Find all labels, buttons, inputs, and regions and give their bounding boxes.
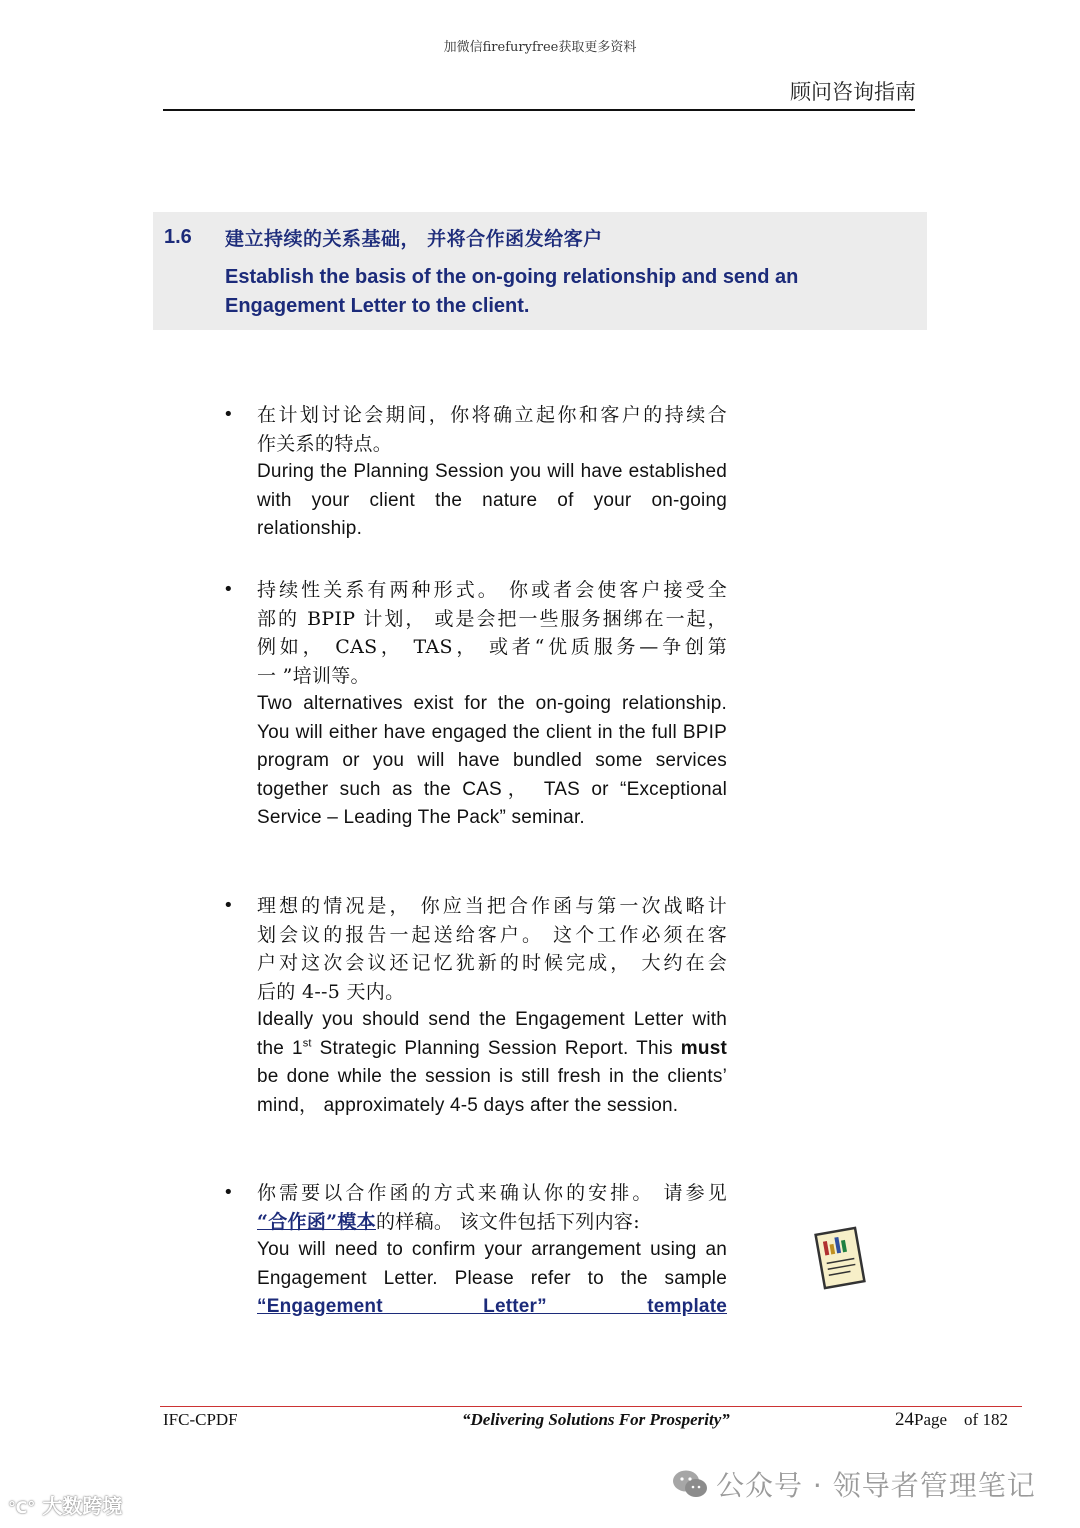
section-number: 1.6 bbox=[164, 226, 192, 248]
section-title-cn: 建立持续的关系基础， 并将合作函发给客户 bbox=[225, 228, 603, 250]
watermark-bottom-left bbox=[8, 1490, 122, 1519]
header-divider bbox=[163, 109, 915, 111]
bullet-3-en: Ideally you should send the Engagement Letter with the 1st Strategic Planning Session Report. This must be done while the session is still fresh in the clients’ mind， approximately 4-5 days after the session. bbox=[257, 1009, 727, 1116]
bullet-3-cn-line: 户对这次会议还记忆犹新的时候完成， 大约在会 bbox=[257, 952, 727, 974]
bullet-2-cn-line: 一 ”培训等。 bbox=[257, 664, 370, 687]
bullet-2-cn-line: 持续性关系有两种形式。 你或者会使客户接受全 bbox=[257, 579, 727, 601]
bullet-1-en: During the Planning Session you will have established with your client the nature of your on-going relationship. bbox=[257, 461, 727, 539]
header-title: 顾问咨询指南 bbox=[790, 80, 916, 104]
footer-page-info bbox=[895, 1409, 1008, 1431]
bullet-2-en: Two alternatives exist for the on-going relationship. You will either have engaged the client in the full BPIP program or you will have bundled some services together such as the CAS， TAS or “Exceptional Service – Leading The Pack” seminar. bbox=[257, 693, 727, 828]
watermark-bottom-right-text: 公众号 · 领导者管理笔记 bbox=[716, 1469, 1036, 1502]
bullet-marker: • bbox=[223, 1182, 234, 1203]
section-title-en: Establish the basis of the on-going relationship and send an Engagement Letter to the client. bbox=[225, 266, 799, 317]
bullet-2-cn-line: 部的 BPIP 计划， 或是会把一些服务捆绑在一起， bbox=[257, 607, 727, 630]
bullet-marker: • bbox=[223, 404, 234, 425]
watermark-bottom-left-text: 大数跨境 bbox=[42, 1494, 123, 1518]
bullet-1-cn-line: 作关系的特点。 bbox=[257, 432, 393, 455]
bullet-marker: • bbox=[223, 579, 234, 600]
bullet-1-cn-line: 在计划讨论会期间，你将确立起你和客户的持续合 bbox=[257, 404, 727, 426]
bullet-3-cn-line: 后的 4--5 天内。 bbox=[257, 980, 405, 1003]
watermark-bottom-right bbox=[672, 1464, 1036, 1504]
page-total: of 182 bbox=[964, 1410, 1008, 1429]
page-label: Page bbox=[914, 1410, 948, 1429]
bullet-marker: • bbox=[223, 895, 234, 916]
bullet-item-3 bbox=[257, 892, 727, 1120]
watermark-top-text: 加微信firefuryfree获取更多资料 bbox=[443, 40, 637, 55]
wechat-icon bbox=[672, 1469, 708, 1499]
bullet-3-cn-line: 划会议的报告一起送给客户。 这个工作必须在客 bbox=[257, 923, 727, 946]
engagement-letter-template-link-cn[interactable]: “合作函”模本 bbox=[257, 1210, 376, 1233]
bullet-2-cn-line: 例如， CAS， TAS， 或者“优质服务—争创第 bbox=[257, 636, 727, 658]
footer-tagline: “Delivering Solutions For Prosperity” bbox=[462, 1410, 730, 1429]
bullet-item-1 bbox=[257, 401, 727, 544]
engagement-letter-template-link-en[interactable]: “Engagement Letter” template bbox=[257, 1296, 727, 1317]
bullet-4-en: You will need to confirm your arrangement using an Engagement Letter. Please refer to the sample “Engagement Letter” template bbox=[257, 1239, 727, 1317]
bullet-3-cn-line: 理想的情况是， 你应当把合作函与第一次战略计 bbox=[257, 895, 727, 917]
footer-org: IFC-CPDF bbox=[163, 1410, 238, 1429]
bullet-4-cn-line: “合作函”模本的样稿。 该文件包括下列内容: bbox=[257, 1210, 640, 1233]
page-number: 24 bbox=[895, 1409, 914, 1430]
bullet-4-cn-line: 你需要以合作函的方式来确认你的安排。 请参见 bbox=[257, 1182, 727, 1204]
footer-divider bbox=[160, 1406, 1022, 1407]
bullet-item-4 bbox=[257, 1179, 727, 1322]
bullet-item-2 bbox=[257, 576, 727, 833]
watermark-logo-icon: ℃° bbox=[8, 1498, 36, 1517]
document-icon bbox=[812, 1225, 868, 1291]
